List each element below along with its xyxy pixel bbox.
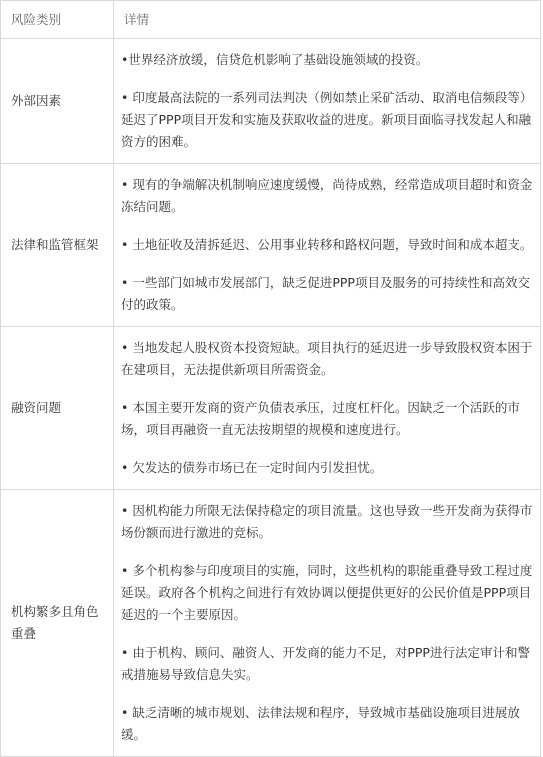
table-row xyxy=(1,327,541,490)
header-row xyxy=(1,1,541,39)
detail-item: • 多个机构参与印度项目的实施，同时，这些机构的职能重叠导致工程过度延误。政府各个机构之间进行有效协调以便提供更好的公民价值是PPP项目延迟的一个主要原因。 xyxy=(121,563,533,622)
detail-item: • 现有的争端解决机制响应速度缓慢，尚待成熟，经常造成项目超时和资金冻结问题。 xyxy=(121,177,533,214)
detail-item: • 当地发起人股权资本投资短缺。项目执行的延迟进一步导致股权资本困于在建项目，无法提供新项目所需资金。 xyxy=(121,340,533,377)
detail-item: • 由于机构、顾问、融资人、开发商的能力不足，对PPP进行法定审计和警戒措施易导致信息失实。 xyxy=(121,645,530,682)
header-category: 风险类别 xyxy=(1,1,114,39)
detail-item: • 缺乏清晰的城市规划、法律法规和程序，导致城市基础设施项目进展放缓。 xyxy=(121,705,520,742)
detail-item: •世界经济放缓，信贷危机影响了基础设施领域的投资。 xyxy=(121,52,429,67)
risk-category: 外部因素 xyxy=(1,39,114,164)
table-row xyxy=(1,39,541,164)
detail-item: • 欠发达的债券市场已在一定时间内引发担忧。 xyxy=(121,460,383,475)
header-details: 详情 xyxy=(114,1,541,39)
risk-details xyxy=(114,327,541,490)
detail-item: • 本国主要开发商的资产负债表承压，过度杠杆化。因缺乏一个活跃的市场，项目再融资一直无法按期望的规模和速度进行。 xyxy=(121,400,520,437)
detail-item: • 印度最高法院的一系列司法判决（例如禁止采矿活动、取消电信频段等）延迟了PPP项目开发和实施及获取收益的进度。新项目面临寻找发起人和融资方的困难。 xyxy=(121,90,533,149)
risk-category: 法律和监管框架 xyxy=(1,164,114,327)
detail-item: • 一些部门如城市发展部门，缺乏促进PPP项目及服务的可持续性和高效交付的政策。 xyxy=(121,275,530,312)
detail-item: • 土地征收及清拆延迟、公用事业转移和路权问题，导致时间和成本超支。 xyxy=(121,237,533,252)
risk-details xyxy=(114,39,541,164)
risk-details xyxy=(114,490,541,757)
table-header xyxy=(1,1,541,39)
risk-details xyxy=(114,164,541,327)
table-body xyxy=(1,39,541,757)
table-row xyxy=(1,490,541,757)
detail-item: • 因机构能力所限无法保持稳定的项目流量。这也导致一些开发商为获得市场份额而进行激进的竞标。 xyxy=(121,503,533,540)
table-row xyxy=(1,164,541,327)
risk-category: 融资问题 xyxy=(1,327,114,490)
risk-category: 机构繁多且角色重叠 xyxy=(1,490,114,757)
